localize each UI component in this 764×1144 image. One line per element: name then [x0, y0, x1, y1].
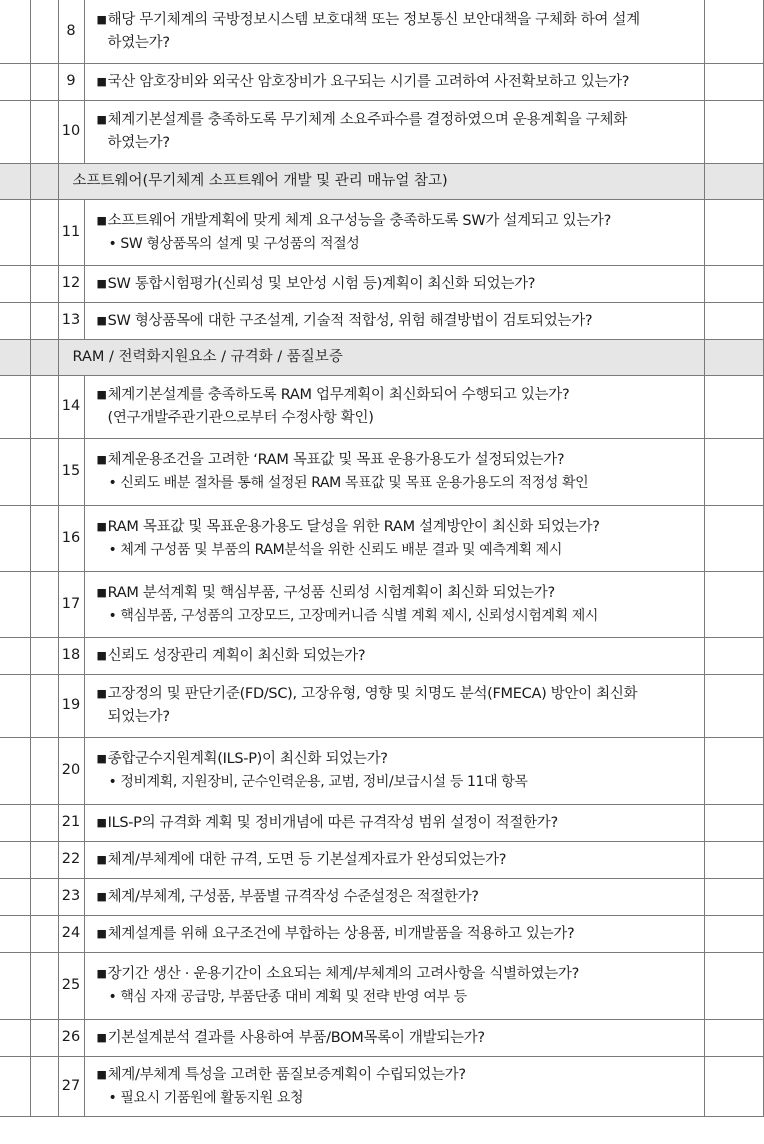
blank-cell [0, 0, 30, 63]
question-line: 기본설계분석 결과를 사용하여 부품/BOM목록이 개발되는가? [107, 1029, 485, 1046]
checklist-row [0, 737, 763, 804]
check-cell [704, 375, 763, 438]
checklist-row [0, 841, 763, 878]
question-text [97, 682, 694, 729]
blank-cell [0, 63, 30, 100]
question-line: ILS-P의 규격화 계획 및 정비개념에 따른 규격작성 범위 설정이 적절한가? [107, 814, 558, 831]
check-cell [704, 571, 763, 637]
question-line: 체계설계를 위해 요구조건에 부합하는 상용품, 비개발품을 적용하고 있는가? [107, 925, 575, 942]
blank-cell [0, 804, 30, 841]
blank-cell [30, 63, 58, 100]
blank-cell [30, 804, 58, 841]
item-number: 11 [58, 199, 84, 265]
checklist-row [0, 265, 763, 302]
blank-cell [30, 737, 58, 804]
item-question [84, 265, 704, 302]
sub-item [97, 233, 694, 256]
sub-item-text: SW 형상품목의 설계 및 구성품의 적절성 [120, 235, 360, 252]
checklist-row [0, 199, 763, 265]
blank-cell [30, 505, 58, 571]
blank-cell [0, 841, 30, 878]
blank-cell [30, 1056, 58, 1116]
blank-cell [0, 505, 30, 571]
question-text [97, 1026, 694, 1050]
question-line-continued: 되었는가? [107, 709, 170, 725]
checklist-row [0, 804, 763, 841]
check-cell [704, 637, 763, 674]
blank-cell [30, 637, 58, 674]
check-cell [704, 878, 763, 915]
blank-cell [0, 878, 30, 915]
dot-bullet-icon: • [108, 607, 117, 624]
check-cell [704, 674, 763, 737]
item-number: 9 [58, 63, 84, 100]
item-number: 27 [58, 1056, 84, 1116]
check-cell [704, 1056, 763, 1116]
sub-item-text: 체계 구성품 및 부품의 RAM분석을 위한 신뢰도 배분 결과 및 예측계획 제시 [120, 541, 562, 558]
question-text [97, 581, 694, 605]
question-line: SW 형상품목에 대한 구조설계, 기술적 적합성, 위험 해결방법이 검토되었는가? [107, 312, 593, 329]
item-number: 8 [58, 0, 84, 63]
square-bullet-icon: ■ [96, 313, 107, 327]
item-number: 13 [58, 302, 84, 339]
item-question [84, 878, 704, 915]
checklist-row [0, 915, 763, 952]
sub-item-text: 필요시 기품원에 활동지원 요청 [120, 1089, 304, 1106]
blank-cell [0, 302, 30, 339]
square-bullet-icon: ■ [96, 519, 107, 533]
sub-item [97, 1087, 694, 1110]
question-text [97, 811, 694, 835]
check-cell [704, 1019, 763, 1056]
section-header-row [0, 163, 763, 199]
check-cell [704, 199, 763, 265]
blank-cell [30, 952, 58, 1019]
question-line: 국산 암호장비와 외국산 암호장비가 요구되는 시기를 고려하여 사전확보하고 있는가? [107, 73, 630, 90]
checklist-row [0, 952, 763, 1019]
question-line: 신뢰도 성장관리 계획이 최신화 되었는가? [107, 647, 366, 664]
blank-cell [30, 199, 58, 265]
dot-bullet-icon: • [108, 989, 117, 1005]
sub-item [97, 472, 694, 495]
dot-bullet-icon: • [108, 541, 117, 558]
blank-cell [0, 339, 30, 375]
question-text [97, 448, 694, 472]
item-question [84, 952, 704, 1019]
blank-cell [30, 438, 58, 505]
square-bullet-icon: ■ [96, 648, 107, 662]
question-line: 체계기본설계를 충족하도록 무기체계 소요주파수를 결정하였으며 운용계획을 구체화 [107, 112, 627, 128]
checklist-row [0, 571, 763, 637]
square-bullet-icon: ■ [96, 213, 107, 227]
check-cell [704, 505, 763, 571]
square-bullet-icon: ■ [96, 1030, 107, 1044]
item-question [84, 505, 704, 571]
item-number: 10 [58, 100, 84, 163]
item-number: 23 [58, 878, 84, 915]
square-bullet-icon: ■ [96, 113, 107, 126]
section-title: RAM / 전력화지원요소 / 규격화 / 품질보증 [58, 339, 704, 375]
check-cell [704, 163, 763, 199]
item-number: 15 [58, 438, 84, 505]
blank-cell [30, 163, 58, 199]
blank-cell [30, 375, 58, 438]
check-cell [704, 302, 763, 339]
dot-bullet-icon: • [108, 1089, 117, 1106]
blank-cell [30, 100, 58, 163]
question-line: RAM 분석계획 및 핵심부품, 구성품 신뢰성 시험계획이 최신화 되었는가? [107, 584, 555, 601]
question-line: 체계/부체계 특성을 고려한 품질보증계획이 수립되었는가? [107, 1066, 466, 1083]
item-number: 12 [58, 265, 84, 302]
square-bullet-icon: ■ [96, 852, 107, 866]
question-line: 종합군수지원계획(ILS-P)이 최신화 되었는가? [107, 751, 388, 767]
item-question [84, 737, 704, 804]
checklist-row [0, 505, 763, 571]
sub-item [97, 986, 694, 1009]
check-cell [704, 841, 763, 878]
question-text [97, 962, 694, 986]
square-bullet-icon: ■ [96, 926, 107, 940]
sub-item-text: 신뢰도 배분 절차를 통해 설정된 RAM 목표값 및 목표 운용가용도의 적정성 확인 [120, 475, 589, 491]
item-question [84, 637, 704, 674]
blank-cell [0, 1019, 30, 1056]
question-line-continued: 하였는가? [107, 34, 170, 51]
question-text [97, 383, 694, 430]
item-question [84, 63, 704, 100]
question-text [97, 515, 694, 539]
square-bullet-icon: ■ [96, 815, 107, 829]
blank-cell [30, 571, 58, 637]
square-bullet-icon: ■ [96, 1067, 107, 1081]
item-question [84, 375, 704, 438]
question-line: 체계/부체계에 대한 규격, 도면 등 기본설계자료가 완성되었는가? [107, 851, 507, 868]
sub-item-text: 핵심 자재 공급망, 부품단종 대비 계획 및 전략 반영 여부 등 [120, 989, 467, 1005]
checklist-row [0, 63, 763, 100]
question-text [97, 1063, 694, 1087]
square-bullet-icon: ■ [96, 752, 107, 765]
check-cell [704, 265, 763, 302]
item-number: 24 [58, 915, 84, 952]
question-line: 체계기본설계를 충족하도록 RAM 업무계획이 최신화되어 수행되고 있는가? [107, 387, 570, 403]
sub-item [97, 771, 694, 794]
dot-bullet-icon: • [108, 235, 117, 252]
question-text [97, 922, 694, 946]
check-cell [704, 804, 763, 841]
sub-item-text: 정비계획, 지원장비, 군수인력운용, 교범, 정비/보급시설 등 11대 항목 [120, 774, 528, 790]
question-line: 장기간 생산 · 운용기간이 소요되는 체계/부체계의 고려사항을 식별하였는가? [107, 966, 579, 982]
question-text [97, 747, 694, 771]
blank-cell [30, 265, 58, 302]
check-cell [704, 339, 763, 375]
item-question [84, 841, 704, 878]
question-text [97, 848, 694, 872]
square-bullet-icon: ■ [96, 967, 107, 980]
question-text [97, 885, 694, 909]
blank-cell [0, 100, 30, 163]
blank-cell [0, 199, 30, 265]
blank-cell [0, 915, 30, 952]
blank-cell [30, 339, 58, 375]
square-bullet-icon: ■ [96, 453, 107, 466]
item-number: 14 [58, 375, 84, 438]
blank-cell [30, 1019, 58, 1056]
item-question [84, 100, 704, 163]
question-line-continued: 하였는가? [107, 135, 170, 151]
check-cell [704, 100, 763, 163]
blank-cell [0, 952, 30, 1019]
section-header-row [0, 339, 763, 375]
item-number: 18 [58, 637, 84, 674]
checklist-row [0, 674, 763, 737]
item-question [84, 674, 704, 737]
item-question [84, 1056, 704, 1116]
check-cell [704, 952, 763, 1019]
item-question [84, 199, 704, 265]
blank-cell [30, 302, 58, 339]
question-text [97, 8, 694, 55]
blank-cell [0, 1056, 30, 1116]
blank-cell [30, 841, 58, 878]
square-bullet-icon: ■ [96, 585, 107, 599]
blank-cell [0, 637, 30, 674]
blank-cell [30, 878, 58, 915]
checklist-row [0, 878, 763, 915]
checklist-row [0, 100, 763, 163]
blank-cell [0, 737, 30, 804]
item-number: 20 [58, 737, 84, 804]
checklist-row [0, 1056, 763, 1116]
blank-cell [0, 571, 30, 637]
question-line: SW 통합시험평가(신뢰성 및 보안성 시험 등)계획이 최신화 되었는가? [107, 275, 536, 292]
question-line: 체계운용조건을 고려한 ‘RAM 목표값 및 목표 운용가용도가 설정되었는가? [107, 452, 565, 468]
question-text [97, 272, 694, 296]
checklist-row [0, 0, 763, 63]
item-question [84, 302, 704, 339]
section-title: 소프트웨어(무기체계 소프트웨어 개발 및 관리 매뉴얼 참고) [58, 163, 704, 199]
blank-cell [30, 0, 58, 63]
checklist-row [0, 637, 763, 674]
check-cell [704, 438, 763, 505]
question-line: 소프트웨어 개발계획에 맞게 체계 요구성능을 충족하도록 SW가 설계되고 있는가? [107, 212, 612, 229]
sub-item [97, 539, 694, 562]
item-number: 22 [58, 841, 84, 878]
check-cell [704, 0, 763, 63]
checklist-row [0, 438, 763, 505]
check-cell [704, 915, 763, 952]
blank-cell [30, 915, 58, 952]
item-question [84, 438, 704, 505]
question-text [97, 108, 694, 155]
question-line: 해당 무기체계의 국방정보시스템 보호대책 또는 정보통신 보안대책을 구체화 하여 설계 [107, 11, 640, 28]
item-question [84, 571, 704, 637]
checklist-row [0, 302, 763, 339]
square-bullet-icon: ■ [96, 74, 107, 88]
sub-item [97, 605, 694, 628]
checklist-row [0, 1019, 763, 1056]
square-bullet-icon: ■ [96, 388, 107, 401]
item-number: 26 [58, 1019, 84, 1056]
item-number: 19 [58, 674, 84, 737]
check-cell [704, 63, 763, 100]
checklist-row [0, 375, 763, 438]
square-bullet-icon: ■ [96, 276, 107, 290]
dot-bullet-icon: • [108, 774, 117, 790]
item-question [84, 1019, 704, 1056]
item-question [84, 0, 704, 63]
question-line: 체계/부체계, 구성품, 부품별 규격작성 수준설정은 적절한가? [107, 888, 479, 905]
blank-cell [30, 674, 58, 737]
dot-bullet-icon: • [108, 475, 117, 491]
question-line: 고장정의 및 판단기준(FD/SC), 고장유형, 영향 및 치명도 분석(FMECA) 방안이 최신화 [107, 686, 638, 702]
question-text [97, 309, 694, 333]
question-text [97, 644, 694, 668]
check-cell [704, 737, 763, 804]
square-bullet-icon: ■ [96, 889, 107, 903]
square-bullet-icon: ■ [96, 12, 107, 26]
item-question [84, 915, 704, 952]
blank-cell [0, 163, 30, 199]
item-number: 17 [58, 571, 84, 637]
blank-cell [0, 375, 30, 438]
question-line: RAM 목표값 및 목표운용가용도 달성을 위한 RAM 설계방안이 최신화 되었는가? [107, 518, 600, 535]
question-text [97, 209, 694, 233]
item-number: 21 [58, 804, 84, 841]
item-number: 25 [58, 952, 84, 1019]
blank-cell [0, 438, 30, 505]
blank-cell [0, 674, 30, 737]
item-question [84, 804, 704, 841]
blank-cell [0, 265, 30, 302]
question-text [97, 70, 694, 94]
square-bullet-icon: ■ [96, 687, 107, 700]
sub-item-text: 핵심부품, 구성품의 고장모드, 고장메커니즘 식별 계획 제시, 신뢰성시험계획 제시 [120, 607, 599, 624]
question-line-continued: (연구개발주관기관으로부터 수정사항 확인) [107, 410, 374, 426]
item-number: 16 [58, 505, 84, 571]
